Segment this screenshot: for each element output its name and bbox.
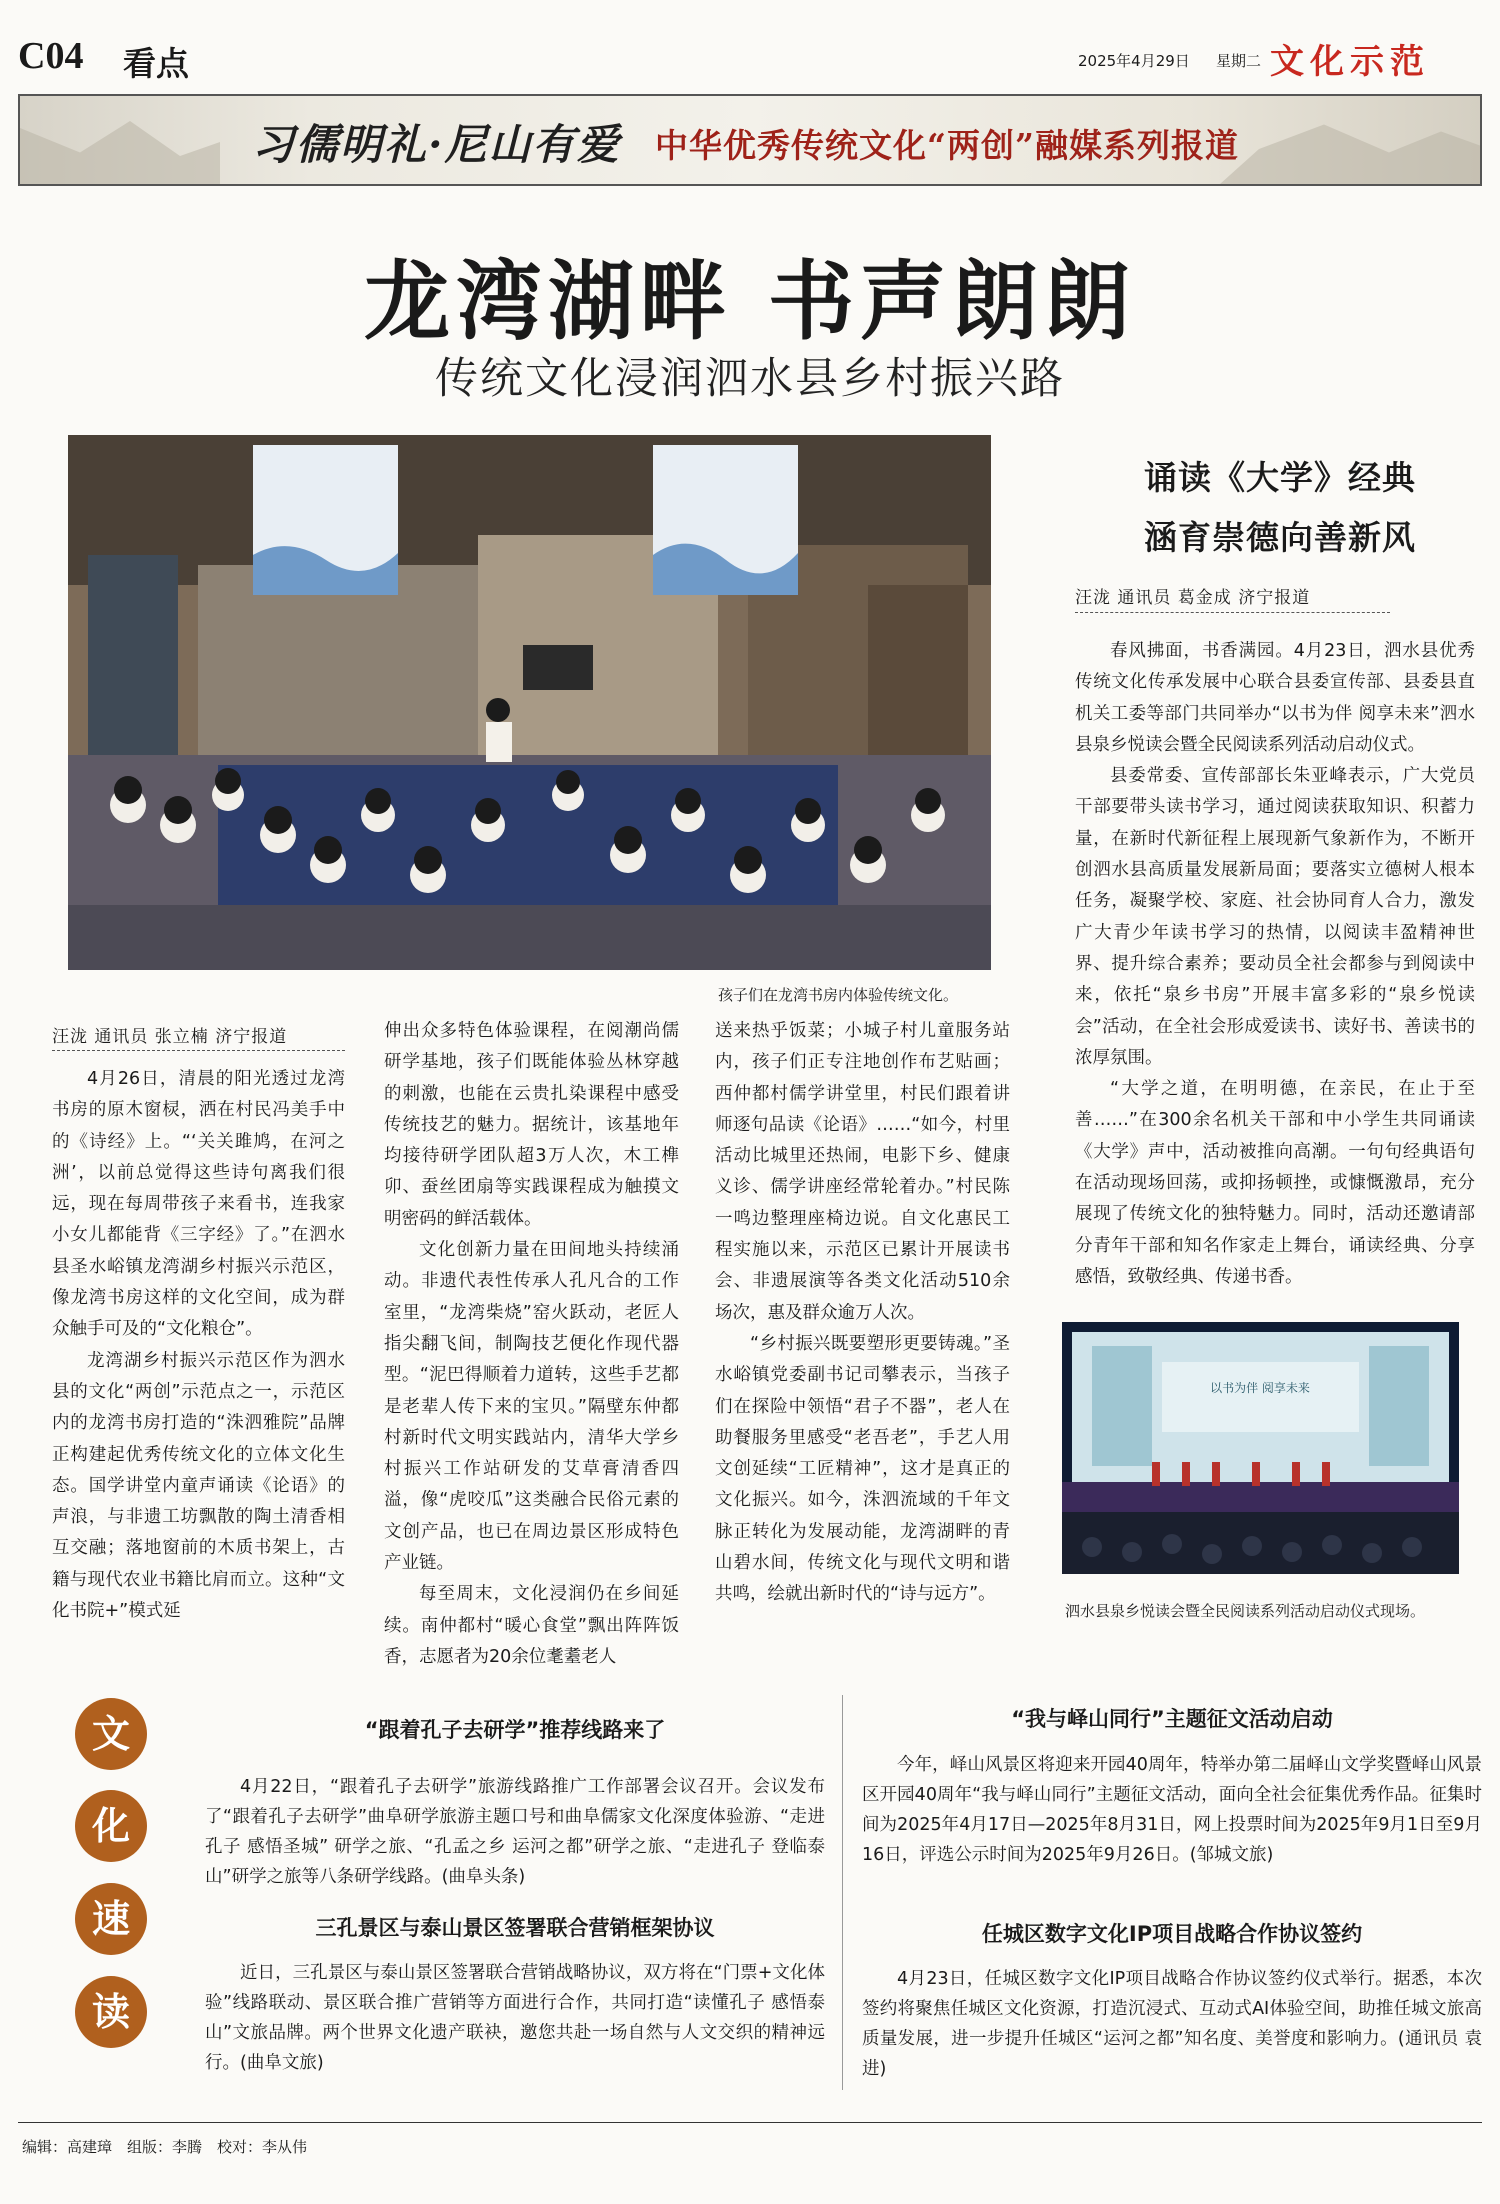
main-photo-caption: 孩子们在龙湾书房内体验传统文化。 — [718, 986, 959, 1004]
byline-divider — [52, 1050, 345, 1051]
ceremony-photo — [1062, 1322, 1459, 1574]
byline-divider — [1075, 612, 1390, 613]
article-paragraph: “乡村振兴既要塑形更要铸魂。”圣水峪镇党委副书记司攀表示，当孩子们在探险中领悟“君子不器”，老人在助餐服务里感受“老吾老”，手艺人用文创延续“工匠精神”，这才是真正的文化振兴。如今，洙泗流域的千年文脉正转化为发展动能，龙湾湖畔的青山碧水间，传统文化与现代文明和谐共鸣，绘就出新时代的“诗与远方”。 — [715, 1333, 1010, 1605]
article-paragraph: 每至周末，文化浸润仍在乡间延续。南仲都村“暖心食堂”飘出阵阵饭香，志愿者为20余位耄耋老人 — [384, 1584, 679, 1667]
brief-body — [205, 1772, 825, 1892]
main-article-column-1 — [52, 1064, 345, 1627]
quick-read-label-char: 文 — [75, 1698, 147, 1770]
article-paragraph: 龙湾湖乡村振兴示范区作为泗水县的文化“两创”示范点之一，示范区内的龙湾书房打造的“洙泗雅院”品牌正构建起优秀传统文化的立体文化生态。国学讲堂内童声诵读《论语》的声浪，与非遗工坊飘散的陶土清香相互交融；落地窗前的木质书架上，古籍与现代农业书籍比肩而立。这种“文化书院+”模式延 — [52, 1350, 345, 1622]
section-name: 看点 — [123, 44, 189, 83]
column-divider — [842, 1695, 843, 2090]
brief-title: 任城区数字文化IP项目战略合作协议签约 — [981, 1922, 1363, 1946]
side-headline-line1: 诵读《大学》经典 — [1144, 458, 1416, 497]
footer-divider — [18, 2122, 1482, 2123]
series-banner — [18, 94, 1482, 186]
subheadline: 传统文化浸润泗水县乡村振兴路 — [435, 354, 1065, 404]
brief-body — [862, 1964, 1482, 2084]
page-header — [18, 30, 1482, 82]
article-paragraph: 县委常委、宣传部部长朱亚峰表示，广大党员干部要带头读书学习，通过阅读获取知识、积蓄力量，在新时代新征程上展现新气象新作为，不断开创泗水县高质量发展新局面；要落实立德树人根本任务，凝聚学校、家庭、社会协同育人合力，激发广大青少年读书学习的热情，以阅读丰盈精神世界、提升综合素养；要动员全社会都参与到阅读中来，依托“泉乡书房”开展丰富多彩的“泉乡悦读会”活动，在全社会形成爱读书、读好书、善读书的浓厚氛围。 — [1075, 766, 1475, 1068]
article-paragraph: 文化创新力量在田间地头持续涌动。非遗代表性传承人孔凡合的工作室里，“龙湾柴烧”窑火跃动，老匠人指尖翻飞间，制陶技艺便化作现代器型。“泥巴得顺着力道转，这些手艺都是老辈人传下来的宝贝。”隔壁东仲都村新时代文明实践站内，清华大学乡村振兴工作站研发的艾草膏清香四溢，像“虎咬瓜”这类融合民俗元素的文创产品，也已在周边景区形成特色产业链。 — [384, 1240, 679, 1574]
brief-paragraph: 4月22日，“跟着孔子去研学”旅游线路推广工作部署会议召开。会议发布了“跟着孔子去研学”曲阜研学旅游主题口号和曲阜儒家文化深度体验游、“走进孔子 感悟圣城” 研学之旅、“孔孟之乡 运河之都”研学之旅、“走进孔子 登临泰山”研学之旅等八条研学线路。(曲阜头条) — [205, 1777, 825, 1887]
article-paragraph: 送来热乎饭菜；小城子村儿童服务站内，孩子们正专注地创作布艺贴画；西仲都村儒学讲堂里，村民们跟着讲师逐句品读《论语》……“如今，村里活动比城里还热闹，电影下乡、健康义诊、儒学讲座经常轮着办。”村民陈一鸣边整理座椅边说。自文化惠民工程实施以来，示范区已累计开展读书会、非遗展演等各类文化活动510余场次，惠及群众逾万人次。 — [715, 1021, 1010, 1323]
bookhouse-photo — [68, 435, 991, 970]
brief-title: “我与峄山同行”主题征文活动启动 — [1011, 1707, 1333, 1731]
editor-credits: 编辑：高建璋 组版：李腾 校对：李从伟 — [22, 2138, 308, 2156]
ceremony-photo-caption: 泗水县泉乡悦读会暨全民阅读系列活动启动仪式现场。 — [1065, 1602, 1426, 1620]
main-article-column-3 — [715, 1016, 1010, 1611]
quick-read-label-char: 读 — [75, 1976, 147, 2048]
stage-slogan: 以书为伴 阅享未来 — [1210, 1381, 1310, 1395]
side-article-text — [1075, 636, 1475, 1293]
article-paragraph: 春风拂面，书香满园。4月23日，泗水县优秀传统文化传承发展中心联合县委宣传部、县委县直机关工委等部门共同举办“以书为伴 阅享未来”泗水县泉乡悦读会暨全民阅读系列活动启动仪式。 — [1075, 641, 1475, 755]
article-paragraph: 伸出众多特色体验课程，在阅潮尚儒研学基地，孩子们既能体验丛林穿越的刺激，也能在云贵扎染课程中感受传统技艺的魅力。据统计，该基地年均接待研学团队超3万人次，木工榫卯、蚕丝团扇等实践课程成为触摸文明密码的鲜活载体。 — [384, 1021, 679, 1229]
main-article-column-2 — [384, 1016, 679, 1673]
side-byline: 汪泷 通讯员 葛金成 济宁报道 — [1075, 588, 1311, 608]
quick-read-label-char: 化 — [75, 1790, 147, 1862]
brief-paragraph: 今年，峄山风景区将迎来开园40周年，特举办第二届峄山文学奖暨峄山风景区开园40周年“我与峄山同行”主题征文活动，面向全社会征集优秀作品。征集时间为2025年4月17日—2025年8月31日，网上投票时间为2025年9月1日至9月16日，评选公示时间为2025年9月26日。(邹城文旅) — [862, 1755, 1482, 1865]
quick-read-label-char: 速 — [75, 1883, 147, 1955]
brief-body — [862, 1750, 1482, 1870]
ceremony-photo-illustration — [1062, 1322, 1459, 1574]
brief-body — [205, 1958, 825, 2078]
mountain-decoration — [20, 114, 220, 184]
side-headline-line2: 涵育崇德向善新风 — [1144, 518, 1416, 557]
banner-series-title: 中华优秀传统文化“两创”融媒系列报道 — [655, 126, 1239, 165]
brief-paragraph: 4月23日，任城区数字文化IP项目战略合作协议签约仪式举行。据悉，本次签约将聚焦任城区文化资源，打造沉浸式、互动式AI体验空间，助推任城文旅高质量发展，进一步提升任城区“运河之都”知名度、美誉度和影响力。(通讯员 袁进) — [862, 1969, 1482, 2079]
page-number: C04 — [18, 35, 84, 77]
newspaper-logo: 文化示范 — [1270, 42, 1430, 82]
article-paragraph: “大学之道，在明明德，在亲民，在止于至善……”在300余名机关干部和中小学生共同诵读《大学》声中，活动被推向高潮。一句句经典语句在活动现场回荡，或抑扬顿挫，或慷慨激昂，充分展现了传统文化的独特魅力。同时，活动还邀请部分青年干部和知名作家走上舞台，诵读经典、分享感悟，致敬经典、传递书香。 — [1075, 1079, 1475, 1287]
brief-paragraph: 近日，三孔景区与泰山景区签署联合营销战略协议，双方将在“门票+文化体验”线路联动、景区联合推广营销等方面进行合作，共同打造“读懂孔子 感悟泰山”文旅品牌。两个世界文化遗产联袂，邀您共赴一场自然与人文交织的精神远行。(曲阜文旅) — [205, 1963, 825, 2073]
mountain-decoration — [1220, 114, 1480, 184]
bookhouse-photo-illustration — [68, 435, 991, 970]
brief-title: “跟着孔子去研学”推荐线路来了 — [364, 1718, 666, 1742]
issue-date: 2025年4月29日 — [1078, 52, 1190, 70]
headline: 龙湾湖畔 书声朗朗 — [364, 251, 1136, 352]
issue-weekday: 星期二 — [1216, 52, 1262, 70]
article-paragraph: 4月26日，清晨的阳光透过龙湾书房的原木窗棂，洒在村民冯美手中的《诗经》上。“‘关关雎鸠，在河之洲’，以前总觉得这些诗句离我们很远，现在每周带孩子来看书，连我家小女儿都能背《三字经》了。”在泗水县圣水峪镇龙湾湖乡村振兴示范区，像龙湾书房这样的文化空间，成为群众触手可及的“文化粮仓”。 — [52, 1069, 345, 1340]
main-byline: 汪泷 通讯员 张立楠 济宁报道 — [52, 1027, 288, 1047]
brief-title: 三孔景区与泰山景区签署联合营销框架协议 — [315, 1916, 715, 1940]
banner-slogan: 习儒明礼·尼山有爱 — [252, 120, 621, 169]
